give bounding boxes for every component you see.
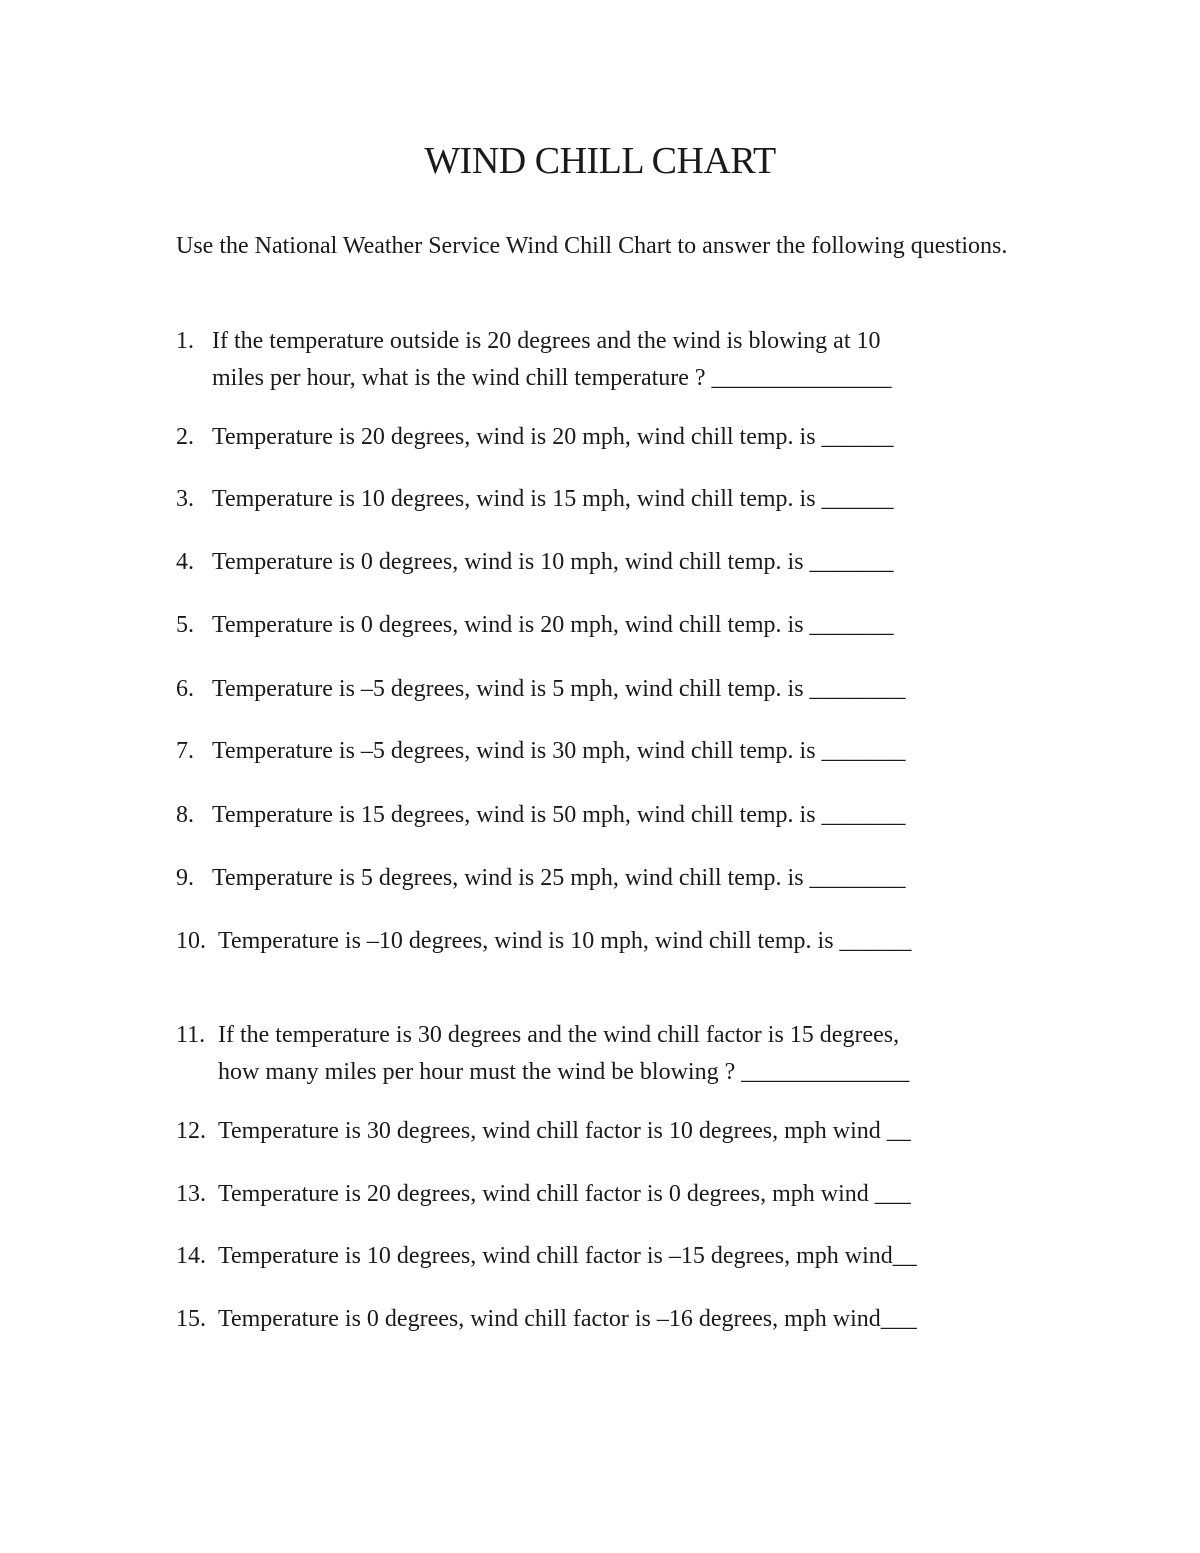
question-text: Temperature is 0 degrees, wind is 10 mph, wind chill temp. is _______	[212, 549, 894, 575]
instructions: Use the National Weather Service Wind Chill Chart to answer the following questions.	[176, 233, 1008, 259]
question-number: 7.	[176, 738, 194, 764]
question-2	[176, 419, 894, 456]
question-13	[176, 1176, 911, 1213]
question-text: Temperature is 5 degrees, wind is 25 mph, wind chill temp. is ________	[212, 865, 906, 891]
question-text: If the temperature outside is 20 degrees and the wind is blowing at 10	[212, 328, 881, 354]
question-number: 11.	[176, 1022, 206, 1048]
question-15	[176, 1301, 917, 1338]
question-text: If the temperature is 30 degrees and the wind chill factor is 15 degrees,	[218, 1022, 900, 1048]
page-title: WIND CHILL CHART	[424, 140, 776, 182]
question-9	[176, 860, 906, 897]
question-number: 15.	[176, 1306, 206, 1332]
question-8	[176, 797, 906, 834]
question-1	[176, 323, 892, 397]
question-number: 2.	[176, 424, 194, 450]
question-number: 5.	[176, 612, 194, 638]
question-number: 13.	[176, 1181, 206, 1207]
question-text-continued: miles per hour, what is the wind chill temperature ? _______________	[212, 365, 892, 391]
question-11	[176, 1017, 909, 1091]
question-text-continued: how many miles per hour must the wind be blowing ? ______________	[218, 1059, 910, 1085]
question-12	[176, 1113, 911, 1150]
question-3	[176, 481, 894, 518]
question-number: 10.	[176, 928, 206, 954]
question-text: Temperature is 30 degrees, wind chill factor is 10 degrees, mph wind __	[218, 1118, 911, 1144]
question-text: Temperature is 0 degrees, wind is 20 mph, wind chill temp. is _______	[212, 612, 894, 638]
question-7	[176, 733, 906, 770]
question-6	[176, 671, 906, 708]
question-number: 9.	[176, 865, 194, 891]
question-text: Temperature is –5 degrees, wind is 5 mph, wind chill temp. is ________	[212, 676, 906, 702]
question-number: 14.	[176, 1243, 206, 1269]
question-text: Temperature is –10 degrees, wind is 10 mph, wind chill temp. is ______	[218, 928, 912, 954]
question-number: 8.	[176, 802, 194, 828]
question-text: Temperature is 20 degrees, wind chill factor is 0 degrees, mph wind ___	[218, 1181, 911, 1207]
question-number: 4.	[176, 549, 194, 575]
question-text: Temperature is 20 degrees, wind is 20 mph, wind chill temp. is ______	[212, 424, 894, 450]
question-text: Temperature is 10 degrees, wind is 15 mph, wind chill temp. is ______	[212, 486, 894, 512]
question-number: 1.	[176, 328, 194, 354]
question-10	[176, 923, 912, 960]
question-text: Temperature is 0 degrees, wind chill factor is –16 degrees, mph wind___	[218, 1306, 917, 1332]
question-number: 12.	[176, 1118, 206, 1144]
question-14	[176, 1238, 917, 1275]
question-text: Temperature is –5 degrees, wind is 30 mph, wind chill temp. is _______	[212, 738, 906, 764]
question-text: Temperature is 15 degrees, wind is 50 mph, wind chill temp. is _______	[212, 802, 906, 828]
question-5	[176, 607, 894, 644]
question-number: 3.	[176, 486, 194, 512]
question-text: Temperature is 10 degrees, wind chill factor is –15 degrees, mph wind__	[218, 1243, 917, 1269]
question-4	[176, 544, 894, 581]
question-number: 6.	[176, 676, 194, 702]
